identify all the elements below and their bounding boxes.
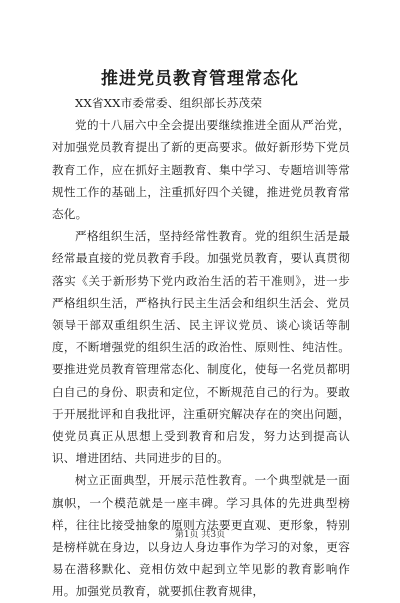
paragraph-role-models: 树立正面典型，开展示范性教育。一个典型就是一面旗帜，一个模范就是一座丰碑。学习具体的先进典型榜样，往往比接受抽象的原则方法要更直观、更形象，特别是榜样就在身边，以身边人身边事作为学习的对象，更容易在潜移默化、竞相仿效中起到立竿见影的教育影响作用。加强党员教育，就要抓住教育规律， — [52, 473, 350, 599]
page-footer: 第1页 共3页 — [174, 530, 226, 540]
author-line: XX省XX市委常委、组织部长苏茂荣 — [75, 96, 263, 110]
paragraph-organization-life: 严格组织生活，坚持经常性教育。党的组织生活是最经常最直接的党员教育手段。加强党员教育，要认真贯彻落实《关于新形势下党内政治生活的若干准则》，进一步严格组织生活，严格执行民主生活会和组织生活会、党员领导干部双重组织生活、民主评议党员、谈心谈话等制度，不断增强党的组织生活的政治性、原则性、纯洁性。要推进党员教育管理常态化、制度化，使每一名党员都明白自己的身份、职责和定位，不断规范自己的行为。要敢于开展批评和自我批评，注重研究解决存在的突出问题，使党员真正从思想上受到教育和启发，努力达到提高认识、增进团结、共同进步的目的。 — [52, 229, 350, 466]
paragraph-intro: 党的十八届六中全会提出要继续推进全面从严治党，对加强党员教育提出了新的更高要求。做好新形势下党员教育工作，应在抓好主题教育、集中学习、专题培训等常规性工作的基础上，注重抓好四个关键，推进党员教育常态化。 — [52, 118, 350, 222]
document-title: 推进党员教育管理常态化 — [101, 69, 299, 89]
